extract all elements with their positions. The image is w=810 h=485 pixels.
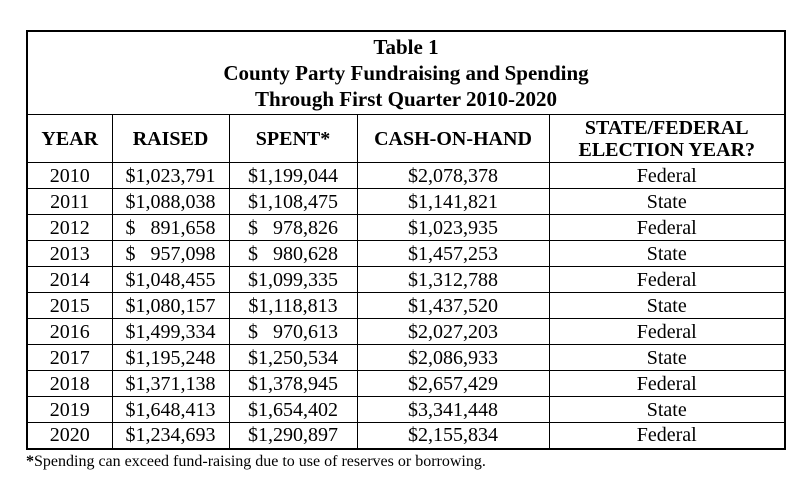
year-cell: 2015 (27, 293, 112, 319)
spent-cell: $ 970,613 (229, 319, 357, 345)
raised-cell: $ 891,658 (112, 215, 229, 241)
cash-on-hand-cell: $1,457,253 (357, 241, 549, 267)
cash-on-hand-cell: $2,657,429 (357, 371, 549, 397)
table-row (27, 423, 785, 449)
title-line-1: Table 1 (373, 35, 439, 59)
election-year-cell: Federal (549, 319, 785, 345)
election-year-cell: Federal (549, 267, 785, 293)
fundraising-table (26, 30, 786, 450)
cash-on-hand-cell: $2,086,933 (357, 345, 549, 371)
table-row (27, 215, 785, 241)
raised-cell: $1,234,693 (112, 423, 229, 449)
raised-cell: $ 957,098 (112, 241, 229, 267)
table-title (27, 31, 785, 115)
year-cell: 2016 (27, 319, 112, 345)
spent-cell: $1,099,335 (229, 267, 357, 293)
election-year-cell: Federal (549, 423, 785, 449)
spent-cell: $1,378,945 (229, 371, 357, 397)
year-cell: 2017 (27, 345, 112, 371)
raised-cell: $1,080,157 (112, 293, 229, 319)
spent-cell: $1,199,044 (229, 163, 357, 189)
spent-cell: $1,654,402 (229, 397, 357, 423)
table-row (27, 241, 785, 267)
table-row (27, 189, 785, 215)
raised-cell: $1,648,413 (112, 397, 229, 423)
raised-cell: $1,023,791 (112, 163, 229, 189)
raised-cell: $1,048,455 (112, 267, 229, 293)
cash-on-hand-cell: $2,078,378 (357, 163, 549, 189)
table-row (27, 397, 785, 423)
table-row (27, 371, 785, 397)
spent-cell: $ 978,826 (229, 215, 357, 241)
footnote-asterisk: * (26, 452, 34, 470)
year-cell: 2020 (27, 423, 112, 449)
title-line-2: County Party Fundraising and Spending (223, 61, 589, 85)
election-year-cell: Federal (549, 371, 785, 397)
footnote-text: Spending can exceed fund-raising due to use of reserves or borrowing. (34, 452, 486, 470)
election-year-cell: State (549, 345, 785, 371)
title-line-3: Through First Quarter 2010-2020 (255, 87, 557, 111)
table-row (27, 319, 785, 345)
header-row (27, 115, 785, 163)
raised-cell: $1,371,138 (112, 371, 229, 397)
column-header-spent: SPENT* (229, 115, 357, 163)
election-year-cell: State (549, 397, 785, 423)
year-cell: 2013 (27, 241, 112, 267)
year-cell: 2011 (27, 189, 112, 215)
column-header-cash-on-hand: CASH-ON-HAND (357, 115, 549, 163)
election-year-cell: State (549, 241, 785, 267)
raised-cell: $1,499,334 (112, 319, 229, 345)
year-cell: 2018 (27, 371, 112, 397)
spent-cell: $1,290,897 (229, 423, 357, 449)
election-year-cell: State (549, 189, 785, 215)
year-cell: 2010 (27, 163, 112, 189)
document-page (26, 30, 784, 472)
table-row (27, 267, 785, 293)
cash-on-hand-cell: $1,141,821 (357, 189, 549, 215)
spent-cell: $1,118,813 (229, 293, 357, 319)
cash-on-hand-cell: $1,023,935 (357, 215, 549, 241)
spent-cell: $ 980,628 (229, 241, 357, 267)
year-cell: 2014 (27, 267, 112, 293)
column-header-raised: RAISED (112, 115, 229, 163)
year-cell: 2019 (27, 397, 112, 423)
election-year-cell: State (549, 293, 785, 319)
cash-on-hand-cell: $2,155,834 (357, 423, 549, 449)
election-year-cell: Federal (549, 215, 785, 241)
column-header-election-year: STATE/FEDERAL ELECTION YEAR? (549, 115, 785, 163)
cash-on-hand-cell: $2,027,203 (357, 319, 549, 345)
raised-cell: $1,088,038 (112, 189, 229, 215)
cash-on-hand-cell: $1,312,788 (357, 267, 549, 293)
title-row (27, 31, 785, 115)
spent-cell: $1,250,534 (229, 345, 357, 371)
election-year-cell: Federal (549, 163, 785, 189)
table-row (27, 345, 785, 371)
year-cell: 2012 (27, 215, 112, 241)
cash-on-hand-cell: $3,341,448 (357, 397, 549, 423)
table-row (27, 163, 785, 189)
table-footnote (26, 452, 784, 472)
spent-cell: $1,108,475 (229, 189, 357, 215)
raised-cell: $1,195,248 (112, 345, 229, 371)
column-header-year: YEAR (27, 115, 112, 163)
table-row (27, 293, 785, 319)
cash-on-hand-cell: $1,437,520 (357, 293, 549, 319)
